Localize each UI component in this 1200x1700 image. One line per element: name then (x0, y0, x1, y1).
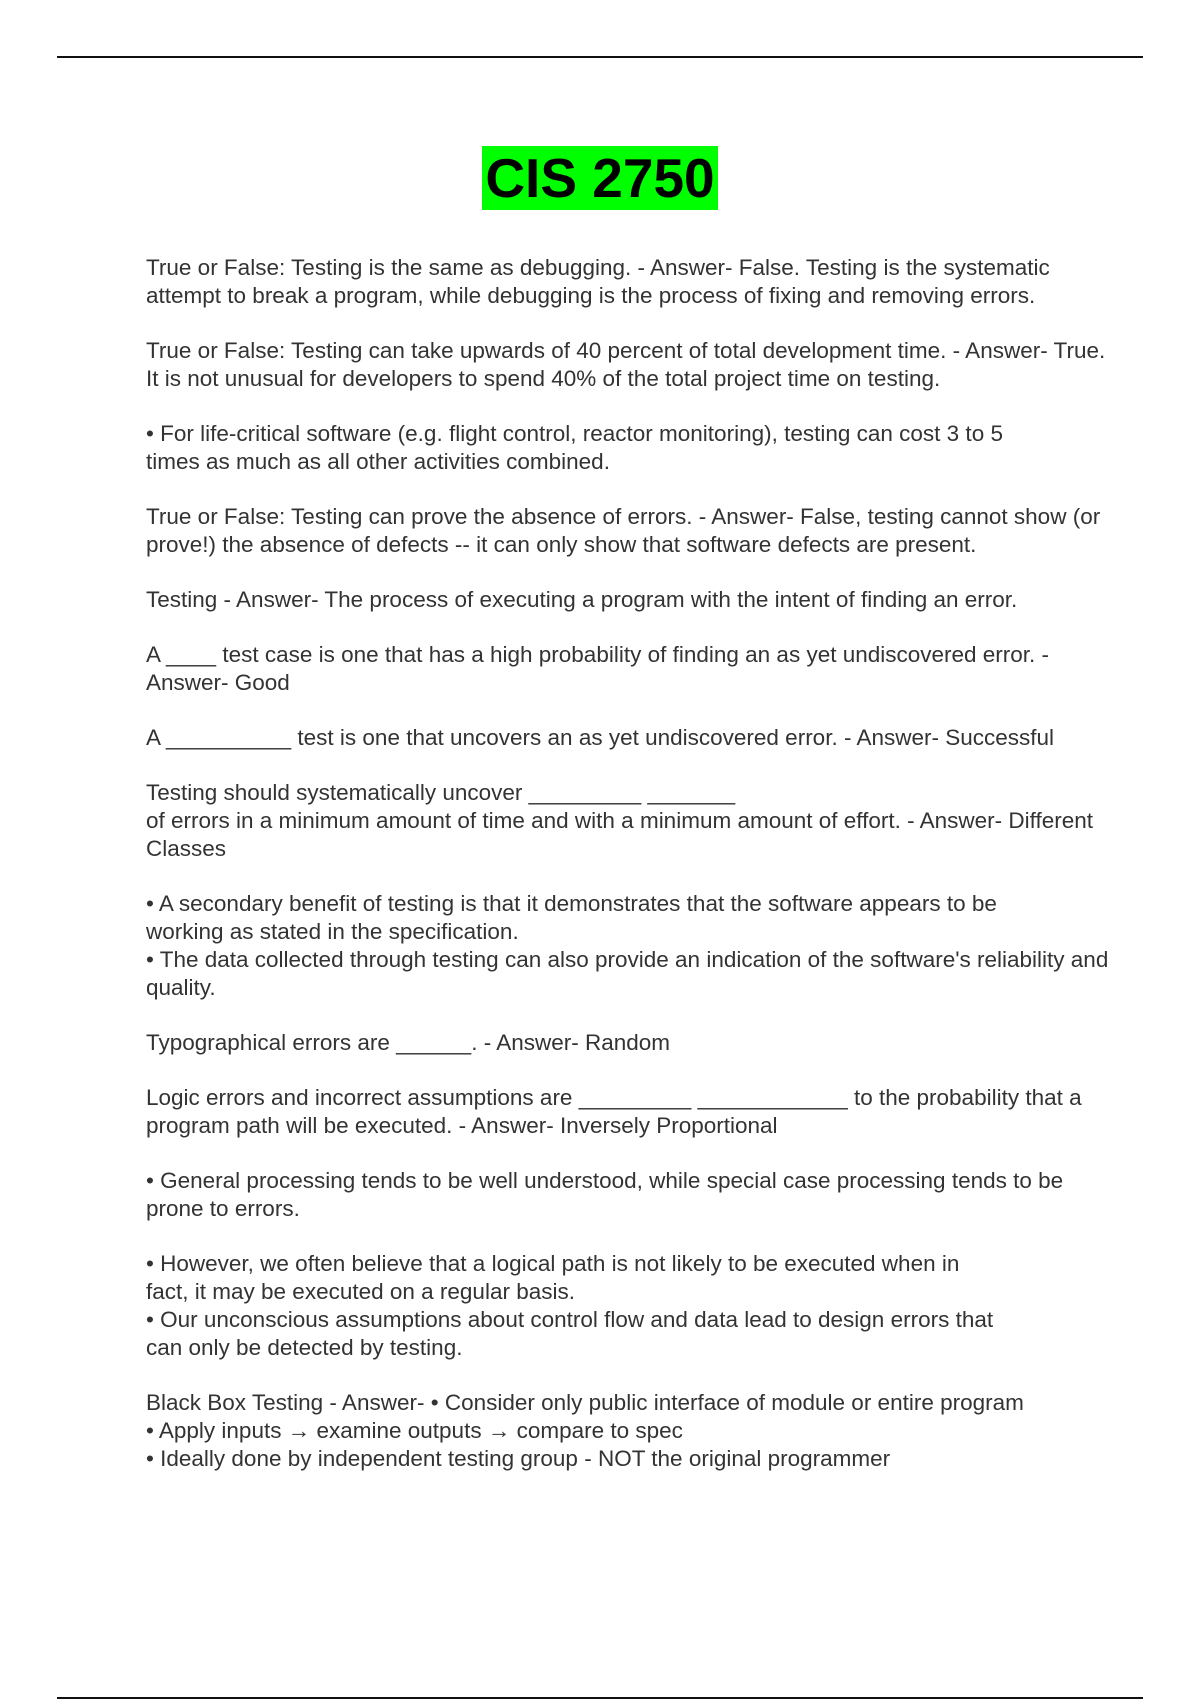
top-divider (57, 56, 1143, 58)
paragraph-logic-errors: Logic errors and incorrect assumptions are _________ ____________ to the probability that a program path will be executed. - Answer- Inversely Proportional (146, 1085, 1082, 1138)
bottom-divider (57, 1697, 1143, 1699)
paragraph-successful-test: A __________ test is one that uncovers an as yet undiscovered error. - Answer- Successful (146, 725, 1055, 750)
paragraph-absence-of-errors: True or False: Testing can prove the absence of errors. - Answer- False, testing cannot show (or prove!) the absence of defects -- it can only show that software defects are present. (146, 504, 1101, 557)
paragraph-testing-vs-debugging: True or False: Testing is the same as debugging. - Answer- False. Testing is the systematic attempt to break a program, while debugging is the process of fixing and removing errors. (146, 255, 1050, 308)
paragraph-life-critical: • For life-critical software (e.g. flight control, reactor monitoring), testing can cost 3 to 5 times as much as all other activities combined. (146, 421, 1003, 474)
page-title: CIS 2750 (482, 146, 717, 210)
title-container (0, 146, 1200, 210)
paragraph-testing-time: True or False: Testing can take upwards of 40 percent of total development time. - Answer- True. It is not unusual for developers to spend 40% of the total project time on testing. (146, 338, 1106, 391)
paragraph-typographical-errors: Typographical errors are ______. - Answer- Random (146, 1030, 671, 1055)
paragraph-black-box-testing: Black Box Testing - Answer- • Consider only public interface of module or entire program • Apply inputs → examine outputs → compare to spec • Ideally done by independent testing group - NOT the original programmer (146, 1390, 1024, 1471)
document-body (146, 254, 1186, 1500)
paragraph-secondary-benefit: • A secondary benefit of testing is that it demonstrates that the software appears to be working as stated in the specification. • The data collected through testing can also provide an indication of the software's reliability and quality. (146, 891, 1109, 1000)
paragraph-testing-definition: Testing - Answer- The process of executing a program with the intent of finding an error. (146, 587, 1018, 612)
paragraph-logical-path: • However, we often believe that a logical path is not likely to be executed when in fact, it may be executed on a regular basis. • Our unconscious assumptions about control flow and data lead to design errors that can only be detected by testing. (146, 1251, 994, 1360)
paragraph-good-test-case: A ____ test case is one that has a high probability of finding an as yet undiscovered error. - Answer- Good (146, 642, 1050, 695)
paragraph-different-classes: Testing should systematically uncover _________ _______ of errors in a minimum amount of time and with a minimum amount of effort. - Answer- Different Classes (146, 780, 1094, 861)
paragraph-general-processing: • General processing tends to be well understood, while special case processing tends to be prone to errors. (146, 1168, 1064, 1221)
